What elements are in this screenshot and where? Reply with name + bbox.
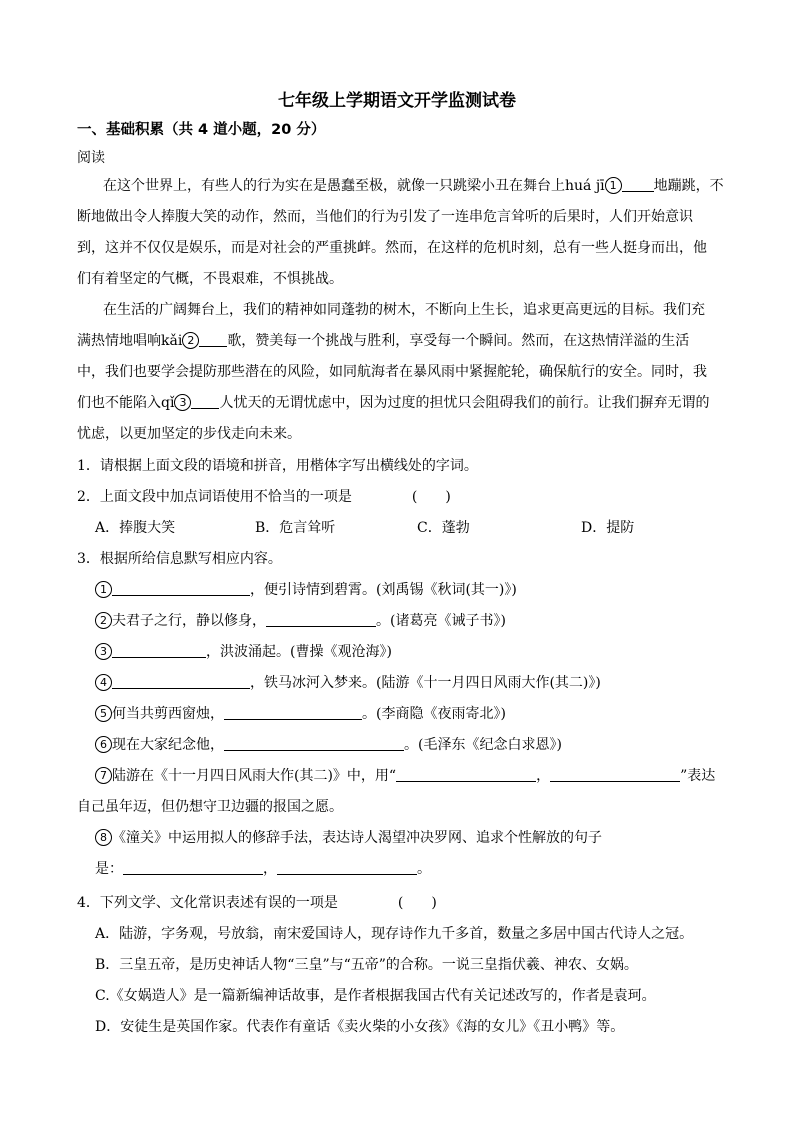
recite-blank[interactable] — [224, 704, 362, 720]
blank-number-2: 2 — [182, 332, 199, 349]
recite-item-1 — [95, 580, 750, 600]
para1-line1 — [103, 176, 750, 196]
fill-blank-2[interactable] — [199, 331, 227, 347]
para2-text: 们也不能陷入qǐ — [77, 395, 175, 411]
blank-number-3: 3 — [174, 394, 191, 411]
recite-blank[interactable] — [266, 611, 376, 627]
recite-blank[interactable] — [396, 766, 536, 782]
fill-blank-1[interactable] — [622, 176, 654, 192]
item-number: 6 — [95, 736, 112, 753]
option-d[interactable]: D．安徒生是英国作家。代表作有童话《卖火柴的小女孩》《海的女儿》《丑小鸭》等。 — [95, 1019, 625, 1035]
option-c[interactable]: C.《女娲造人》是一篇新编神话故事，是作者根据我国古代有关记述改写的，作者是袁珂。 — [95, 988, 656, 1004]
blank-number-1: 1 — [605, 177, 622, 194]
recite-text: ，铁马冰河入梦来。(陆游《十一月四日风雨大作(其二)》) — [250, 675, 601, 691]
recite-item-7-cont: 自己虽年迈，但仍想守卫边疆的报国之愿。 — [77, 799, 343, 815]
answer-paren[interactable]: ( ) — [411, 489, 451, 505]
recite-text: 。(李商隐《夜雨寄北》) — [362, 706, 506, 722]
para1-line4: 们有着坚定的气概，不畏艰难，不惧挑战。 — [77, 271, 343, 287]
recite-text: 何当共剪西窗烛， — [112, 706, 224, 722]
recite-text: ， — [263, 861, 277, 877]
item-number: 3 — [95, 643, 112, 660]
recite-item-3 — [95, 642, 750, 662]
recite-text: 。 — [417, 861, 431, 877]
option-b[interactable]: B．危言耸听 — [255, 520, 336, 536]
para1-text: 在这个世界上，有些人的行为实在是愚蠢至极，就像一只跳梁小丑在舞台上huá jī — [103, 178, 605, 194]
section-heading: 一、基础积累（共 4 道小题，20 分） — [77, 122, 326, 138]
recite-item-5 — [95, 704, 750, 724]
para2-text: 歌，赞美每一个挑战与胜利，享受每一个瞬间。然而，在这热情洋溢的生活 — [227, 333, 690, 349]
page-title: 七年级上学期语文开学监测试卷 — [278, 91, 516, 111]
recite-text: 是： — [95, 861, 123, 877]
item-number: 5 — [95, 705, 112, 722]
recite-item-2 — [95, 611, 750, 631]
item-number: 2 — [95, 612, 112, 629]
para2-line2 — [77, 331, 750, 351]
question-4-text: 4．下列文学、文化常识表述有误的一项是 — [77, 895, 338, 911]
question-2-text: 2．上面文段中加点词语使用不恰当的一项是 — [77, 489, 352, 505]
para2-text: 人忧天的无谓忧虑中，因为过度的担忧只会阻碍我们的前行。让我们摒弃无谓的 — [219, 395, 710, 411]
recite-text: ，洪波涌起。(曹操《观沧海》) — [206, 644, 392, 660]
option-b[interactable]: B．三皇五帝，是历史神话人物“三皇”与“五帝”的合称。一说三皇指伏羲、神农、女娲。 — [95, 957, 638, 973]
read-label: 阅读 — [77, 150, 105, 166]
item-number: 7 — [95, 767, 112, 784]
recite-text: 《潼关》中运用拟人的修辞手法，表达诗人渴望冲决罗网、追求个性解放的句子 — [112, 830, 602, 846]
para1-line3: 到，这并不仅仅是娱乐，而是对社会的严重挑衅。然而，在这样的危机时刻，总有一些人挺身而出，他 — [77, 240, 707, 256]
recite-blank[interactable] — [224, 735, 404, 751]
recite-text: 陆游在《十一月四日风雨大作(其二)》中，用“ — [112, 768, 397, 784]
option-a[interactable]: A．陆游，字务观，号放翁，南宋爱国诗人，现存诗作九千多首，数量之多居中国古代诗人之冠。 — [95, 926, 694, 942]
option-a[interactable]: A．捧腹大笑 — [95, 520, 176, 536]
recite-item-8-cont — [95, 859, 750, 879]
question-3: 3．根据所给信息默写相应内容。 — [77, 551, 282, 567]
para1-text: 地蹦跳，不 — [653, 178, 724, 194]
item-number: 8 — [95, 829, 112, 846]
recite-item-6 — [95, 735, 750, 755]
para2-line1: 在生活的广阔舞台上，我们的精神如同蓬勃的树木，不断向上生长，追求更高更远的目标。我们充 — [103, 302, 705, 318]
option-d[interactable]: D．提防 — [581, 520, 635, 536]
recite-item-4 — [95, 673, 750, 693]
recite-blank[interactable] — [112, 642, 206, 658]
recite-blank[interactable] — [112, 673, 250, 689]
para1-line2: 断地做出令人捧腹大笑的动作，然而，当他们的行为引发了一连串危言耸听的后果时，人们开始意识 — [77, 209, 693, 225]
para2-text: 满热情地唱响kǎi — [77, 333, 183, 349]
recite-text: 夫君子之行，静以修身， — [112, 613, 266, 629]
answer-paren[interactable]: ( ) — [397, 895, 437, 911]
recite-blank[interactable] — [123, 859, 263, 875]
question-4 — [77, 893, 750, 913]
question-2 — [77, 487, 750, 507]
recite-blank[interactable] — [112, 580, 250, 596]
para2-line3: 中，我们也要学会提防那些潜在的风险，如同航海者在暴风雨中紧握舵轮，确保航行的安全。同时，我 — [77, 364, 707, 380]
item-number: 4 — [95, 674, 112, 691]
para2-line4 — [77, 393, 750, 413]
recite-text: 。(诸葛亮《诫子书》) — [376, 613, 506, 629]
recite-item-8 — [95, 828, 750, 848]
option-c[interactable]: C．蓬勃 — [417, 520, 470, 536]
recite-item-7 — [95, 766, 750, 786]
para2-line5: 忧虑，以更加坚定的步伐走向未来。 — [77, 426, 301, 442]
recite-text: ，便引诗情到碧霄。(刘禹锡《秋词(其一)》) — [250, 582, 517, 598]
question-1: 1．请根据上面文段的语境和拼音，用楷体字写出横线处的字词。 — [77, 458, 478, 474]
recite-blank[interactable] — [277, 859, 417, 875]
recite-text: ， — [536, 768, 551, 784]
fill-blank-3[interactable] — [191, 393, 219, 409]
recite-blank[interactable] — [550, 766, 680, 782]
recite-text: 现在大家纪念他， — [112, 737, 224, 753]
recite-text: 。(毛泽东《纪念白求恩》) — [404, 737, 562, 753]
item-number: 1 — [95, 581, 112, 598]
recite-text: ”表达 — [680, 768, 716, 784]
